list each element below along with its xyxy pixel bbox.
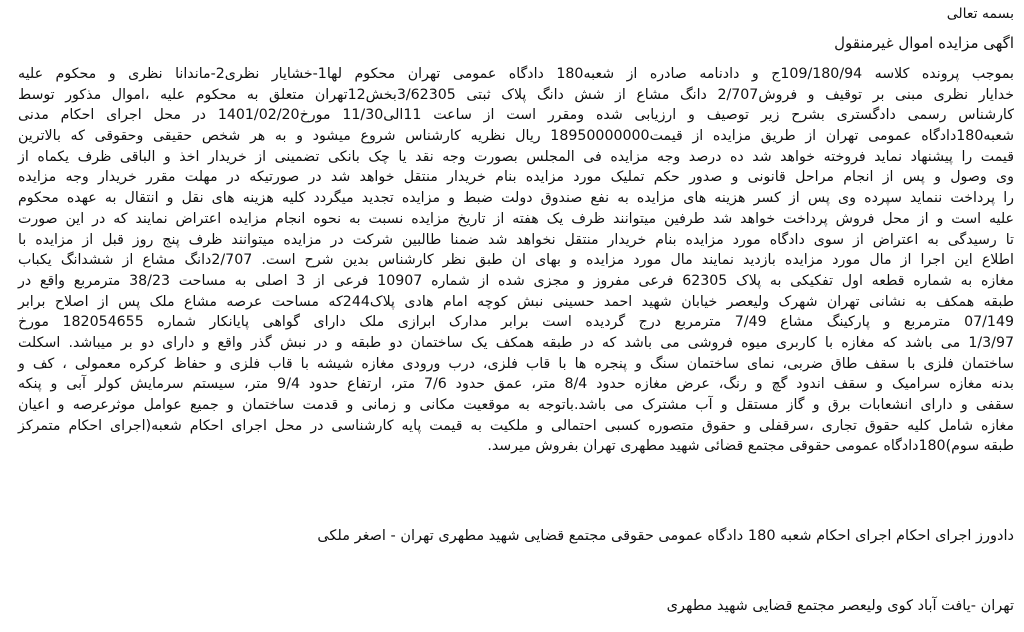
body-line: خدایار نظری مبنی بر توقیف و فروش2/707 دانگ مشاع از شش دانگ پلاک ثبتی 3/62305بخش12تهران متعلق به محکوم علیه ،اموال مذکور توسط xyxy=(18,86,1014,103)
body-line: تا رسیدگی به اعتراض از سوی دادگاه مورد مزایده بنام خریدار منتقل نخواهد شد ضمنا طالبین شرکت در مزایده میتوانند ظرف پنج روز قبل از مزایده با xyxy=(18,231,1014,248)
bismillah-heading: بسمه تعالی xyxy=(946,6,1014,22)
body-line: 07/149 مترمربع و پارکینگ مشاع 7/49 مترمربع درج گردیده است برابر مدارک ابرازی ملک دارای گواهی پایانکار شماره 182054655 مورخ xyxy=(18,314,1014,331)
body-line: سقفی و دارای انشعابات برق و گاز مستقل و آب مشترک می باشد.باتوجه به موقعیت مکانی و زمانی و قدمت ساختمان و جمیع عوامل موثرعرصه و اعیان xyxy=(18,397,1014,413)
body-line: بدنه مغازه سرامیک و سقف اندود گچ و رنگ، عرض مغازه حدود 8/4 متر، عمق حدود 7/6 متر، ارتفاع حدود 9/4 متر، سیستم سرمایش کولر آبی و پنکه xyxy=(18,376,1015,393)
body-line: را پرداخت ننماید سپرده وی پس از کسر هزینه های مزایده به نفع صندوق دولت ضبط و مزایده تجدید میگردد کلیه هزینه های نقل و انتقال به عهده محکوم xyxy=(18,190,1014,207)
auction-notice-document xyxy=(18,0,1014,632)
body-line: بموجب پرونده کلاسه 109/180/94ج و دادنامه صادره از شعبه180 دادگاه عمومی تهران محکوم لها1-خشایار نظری2-ماندانا نظری و محکوم علیه xyxy=(18,66,1014,82)
body-line: مغازه شامل کلیه حقوق تجاری ،سرقفلی و حقوق متصوره کسبی احتمالی و ملکیت به قیمت پایه کارشناسی در محل اجرای احکام شعبه(اجرای احکام متمرکز xyxy=(18,417,1014,434)
body-line: اطلاع این اجرا از مال مورد مزایده بازدید نمایند مال مورد مزایده و بهای ان طبق نظر کارشناس بدین شرح است. 2/707دانگ مشاع از ششدانگ یکباب xyxy=(18,252,1014,269)
body-line: طبقه همکف به نشانی تهران شهرک ولیعصر خیابان شهید احمد حسینی نبش کوچه امام هادی پلاک244که مساحت عرصه مشاع ملک پس از اصلاح برابر xyxy=(18,293,1014,310)
bailiff-signature: دادورز اجرای احکام اجرای احکام شعبه 180 دادگاه عمومی حقوقی مجتمع قضایی شهید مطهری تهران - اصغر ملکی xyxy=(317,528,1014,544)
body-line: طبقه سوم)180دادگاه عمومی حقوقی مجتمع قضائی شهید مطهری تهران بفروش میرسد. xyxy=(487,438,1014,455)
notice-body xyxy=(18,64,1014,457)
notice-title: اگهی مزایده اموال غیرمنقول xyxy=(834,34,1014,52)
body-line: کارشناس رسمی دادگستری بشرح زیر توصیف و ارزیابی شده ومقرر است از ساعت 11الی11/30 مورخ1401/02/20 در محل اجرای احکام مدنی xyxy=(18,107,1015,124)
body-line: مغازه به شماره قطعه اول تفکیکی به پلاک 62305 فرعی مفروز و مجزی شده از شماره 10907 فرعی از 3 اصلی به مساحت 38/23 مترمربع واقع در xyxy=(18,272,1014,289)
body-line: قیمت را پیشنهاد نماید فروخته خواهد شد ده درصد وجه مزایده فی المجلس بصورت وجه نقد یا چک بانکی تضمینی از خریدار اخذ و الباقی ظرف یکماه از xyxy=(18,148,1014,165)
body-line: 1/3/97 می باشد که مغازه با کاربری میوه فروشی می باشد که در طبقه همکف یک ساختمان دو طبقه و در نبش گذر واقع و دارای دو بر میباشد. اسکلت xyxy=(18,334,1014,351)
body-line: علیه است و از محل فروش پرداخت خواهد شد طرفین میتوانند ظرف یک هفته از تاریخ مزایده نسبت به نحوه انجام مزایده اعتراض نمایند که در این صورت xyxy=(18,210,1014,227)
body-line: وی وصول و پس از انجام مراحل قانونی و صدور حکم تملیک مورد مزایده بنام خریدار منتقل خواهد شد در صورتیکه در مهلت مقرر خریدار وجه مزایده xyxy=(18,169,1014,186)
body-line: ساختمان فلزی با سقف طاق ضربی، نمای ساختمان سنگ و پنجره ها با قاب فلزی، درب ورودی مغازه شیشه با قاب فلزی و حفاظ کرکره معمولی ، کف و xyxy=(18,355,1014,372)
court-address: تهران -یافت آباد کوی ولیعصر مجتمع قضایی شهید مطهری xyxy=(666,598,1014,614)
body-line: شعبه180دادگاه عمومی تهران از طریق مزایده از قیمت18950000000 ریال نظریه کارشناس شروع میشود و به هر شخص حقیقی وحقوقی که بالاترین xyxy=(18,128,1014,145)
